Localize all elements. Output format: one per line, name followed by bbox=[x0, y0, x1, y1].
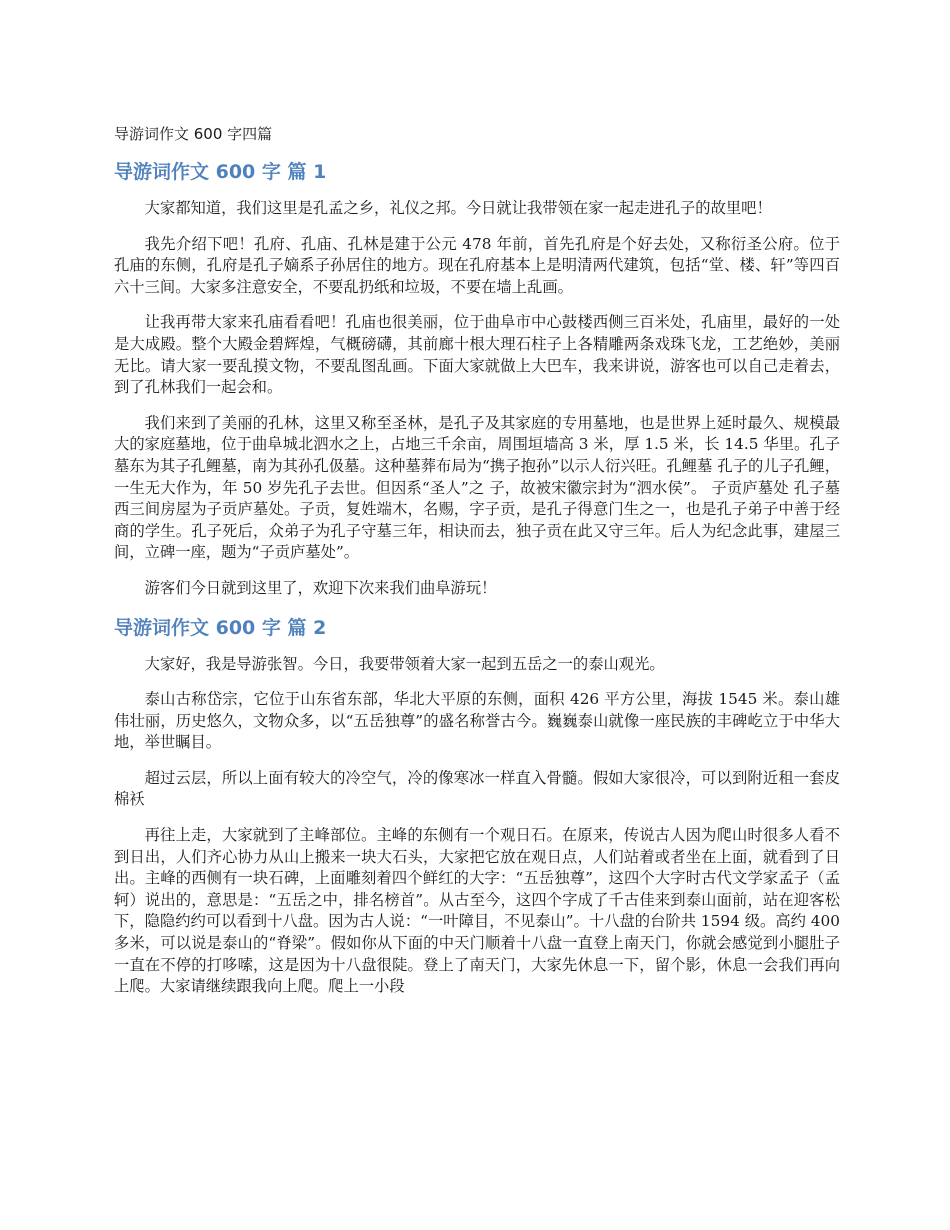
section-heading: 导游词作文 600 字 篇 2 bbox=[114, 616, 327, 639]
paragraph: 我先介绍下吧！孔府、孔庙、孔林是建于公元 478 年前，首先孔府是个好去处，又称衍圣公府。位于孔庙的东侧，孔府是孔子嫡系子孙居住的地方。现在孔府基本上是明清两代建筑，包括“堂、楼、轩”等四百六十三间。大家多注意安全，不要乱扔纸和垃圾，不要在墙上乱画。 bbox=[114, 234, 840, 296]
paragraph: 大家好，我是导游张智。今日，我要带领着大家一起到五岳之一的泰山观光。 bbox=[144, 654, 665, 673]
paragraph: 泰山古称岱宗，它位于山东省东部，华北大平原的东侧，面积 426 平方公里，海拔 1545 米。泰山雄伟壮丽，历史悠久，文物众多，以“五岳独尊”的盛名称誉古今。巍巍泰山就像一座民族的丰碑屹立于中华大地，举世瞩目。 bbox=[114, 690, 840, 752]
section-heading: 导游词作文 600 字 篇 1 bbox=[114, 161, 327, 183]
paragraph: 游客们今日就到这里了，欢迎下次来我们曲阜游玩！ bbox=[144, 578, 497, 597]
paragraph: 我们来到了美丽的孔林，这里又称至圣林，是孔子及其家庭的专用墓地，也是世界上延时最久、规模最大的家庭墓地，位于曲阜城北泗水之上，占地三千余亩，周围垣墙高 3 米，厚 1.5 米，长 14.5 华里。孔子墓东为其子孔鲤墓，南为其孙孔伋墓。这种墓葬布局为“携子抱孙”以示人衍兴旺。孔鲤墓 孔子的儿子孔鲤，一生无大作为，年 50 岁先孔子去世。但因系“圣人”之 子，故被宋徽宗封为“泗水侯”。 子贡庐墓处 孔子墓西三间房屋为子贡庐墓处。子贡，复姓端木，名赐，字子贡，是孔子得意门生之一，也是孔子弟子中善于经商的学生。孔子死后，众弟子为孔子守墓三年，相诀而去，独子贡在此又守三年。后人为纪念此事，建屋三间，立碑一座，题为“子贡庐墓处”。 bbox=[114, 413, 840, 562]
section-2 bbox=[114, 614, 840, 998]
section-1 bbox=[114, 158, 840, 600]
document-title: 导游词作文 600 字四篇 bbox=[114, 125, 273, 143]
document-page bbox=[114, 122, 840, 1012]
paragraph: 让我再带大家来孔庙看看吧！孔庙也很美丽，位于曲阜市中心鼓楼西侧三百米处，孔庙里，最好的一处是大成殿。整个大殿金碧辉煌，气概磅礴，其前廊十根大理石柱子上各精雕两条戏珠飞龙，工艺绝妙，美丽无比。请大家一要乱摸文物，不要乱图乱画。下面大家就做上大巴车，我来讲说，游客也可以自己走着去，到了孔林我们一起会和。 bbox=[114, 313, 840, 397]
paragraph: 再往上走，大家就到了主峰部位。主峰的东侧有一个观日石。在原来，传说古人因为爬山时很多人看不到日出，人们齐心协力从山上搬来一块大石头，大家把它放在观日点，人们站着或者坐在上面，就看到了日出。主峰的西侧有一块石碑，上面雕刻着四个鲜红的大字：“五岳独尊”，这四个大字时古代文学家孟子（孟轲）说出的，意思是：“五岳之中，排名榜首”。从古至今，这四个字成了千古佳来到泰山面前，站在迎客松下，隐隐约约可以看到十八盘。因为古人说：“一叶障目，不见泰山”。十八盘的台阶共 1594 级。高约 400 多米，可以说是泰山的“脊梁”。假如你从下面的中天门顺着十八盘一直登上南天门，你就会感觉到小腿肚子一直在不停的打哆嗦，这是因为十八盘很陡。登上了南天门，大家先休息一下，留个影，休息一会我们再向上爬。大家请继续跟我向上爬。爬上一小段 bbox=[114, 826, 840, 996]
paragraph: 大家都知道，我们这里是孔孟之乡，礼仪之邦。今日就让我带领在家一起走进孔子的故里吧！ bbox=[144, 199, 772, 217]
paragraph: 超过云层，所以上面有较大的冷空气，冷的像寒冰一样直入骨髓。假如大家很冷，可以到附近租一套皮棉袄 bbox=[114, 768, 840, 809]
